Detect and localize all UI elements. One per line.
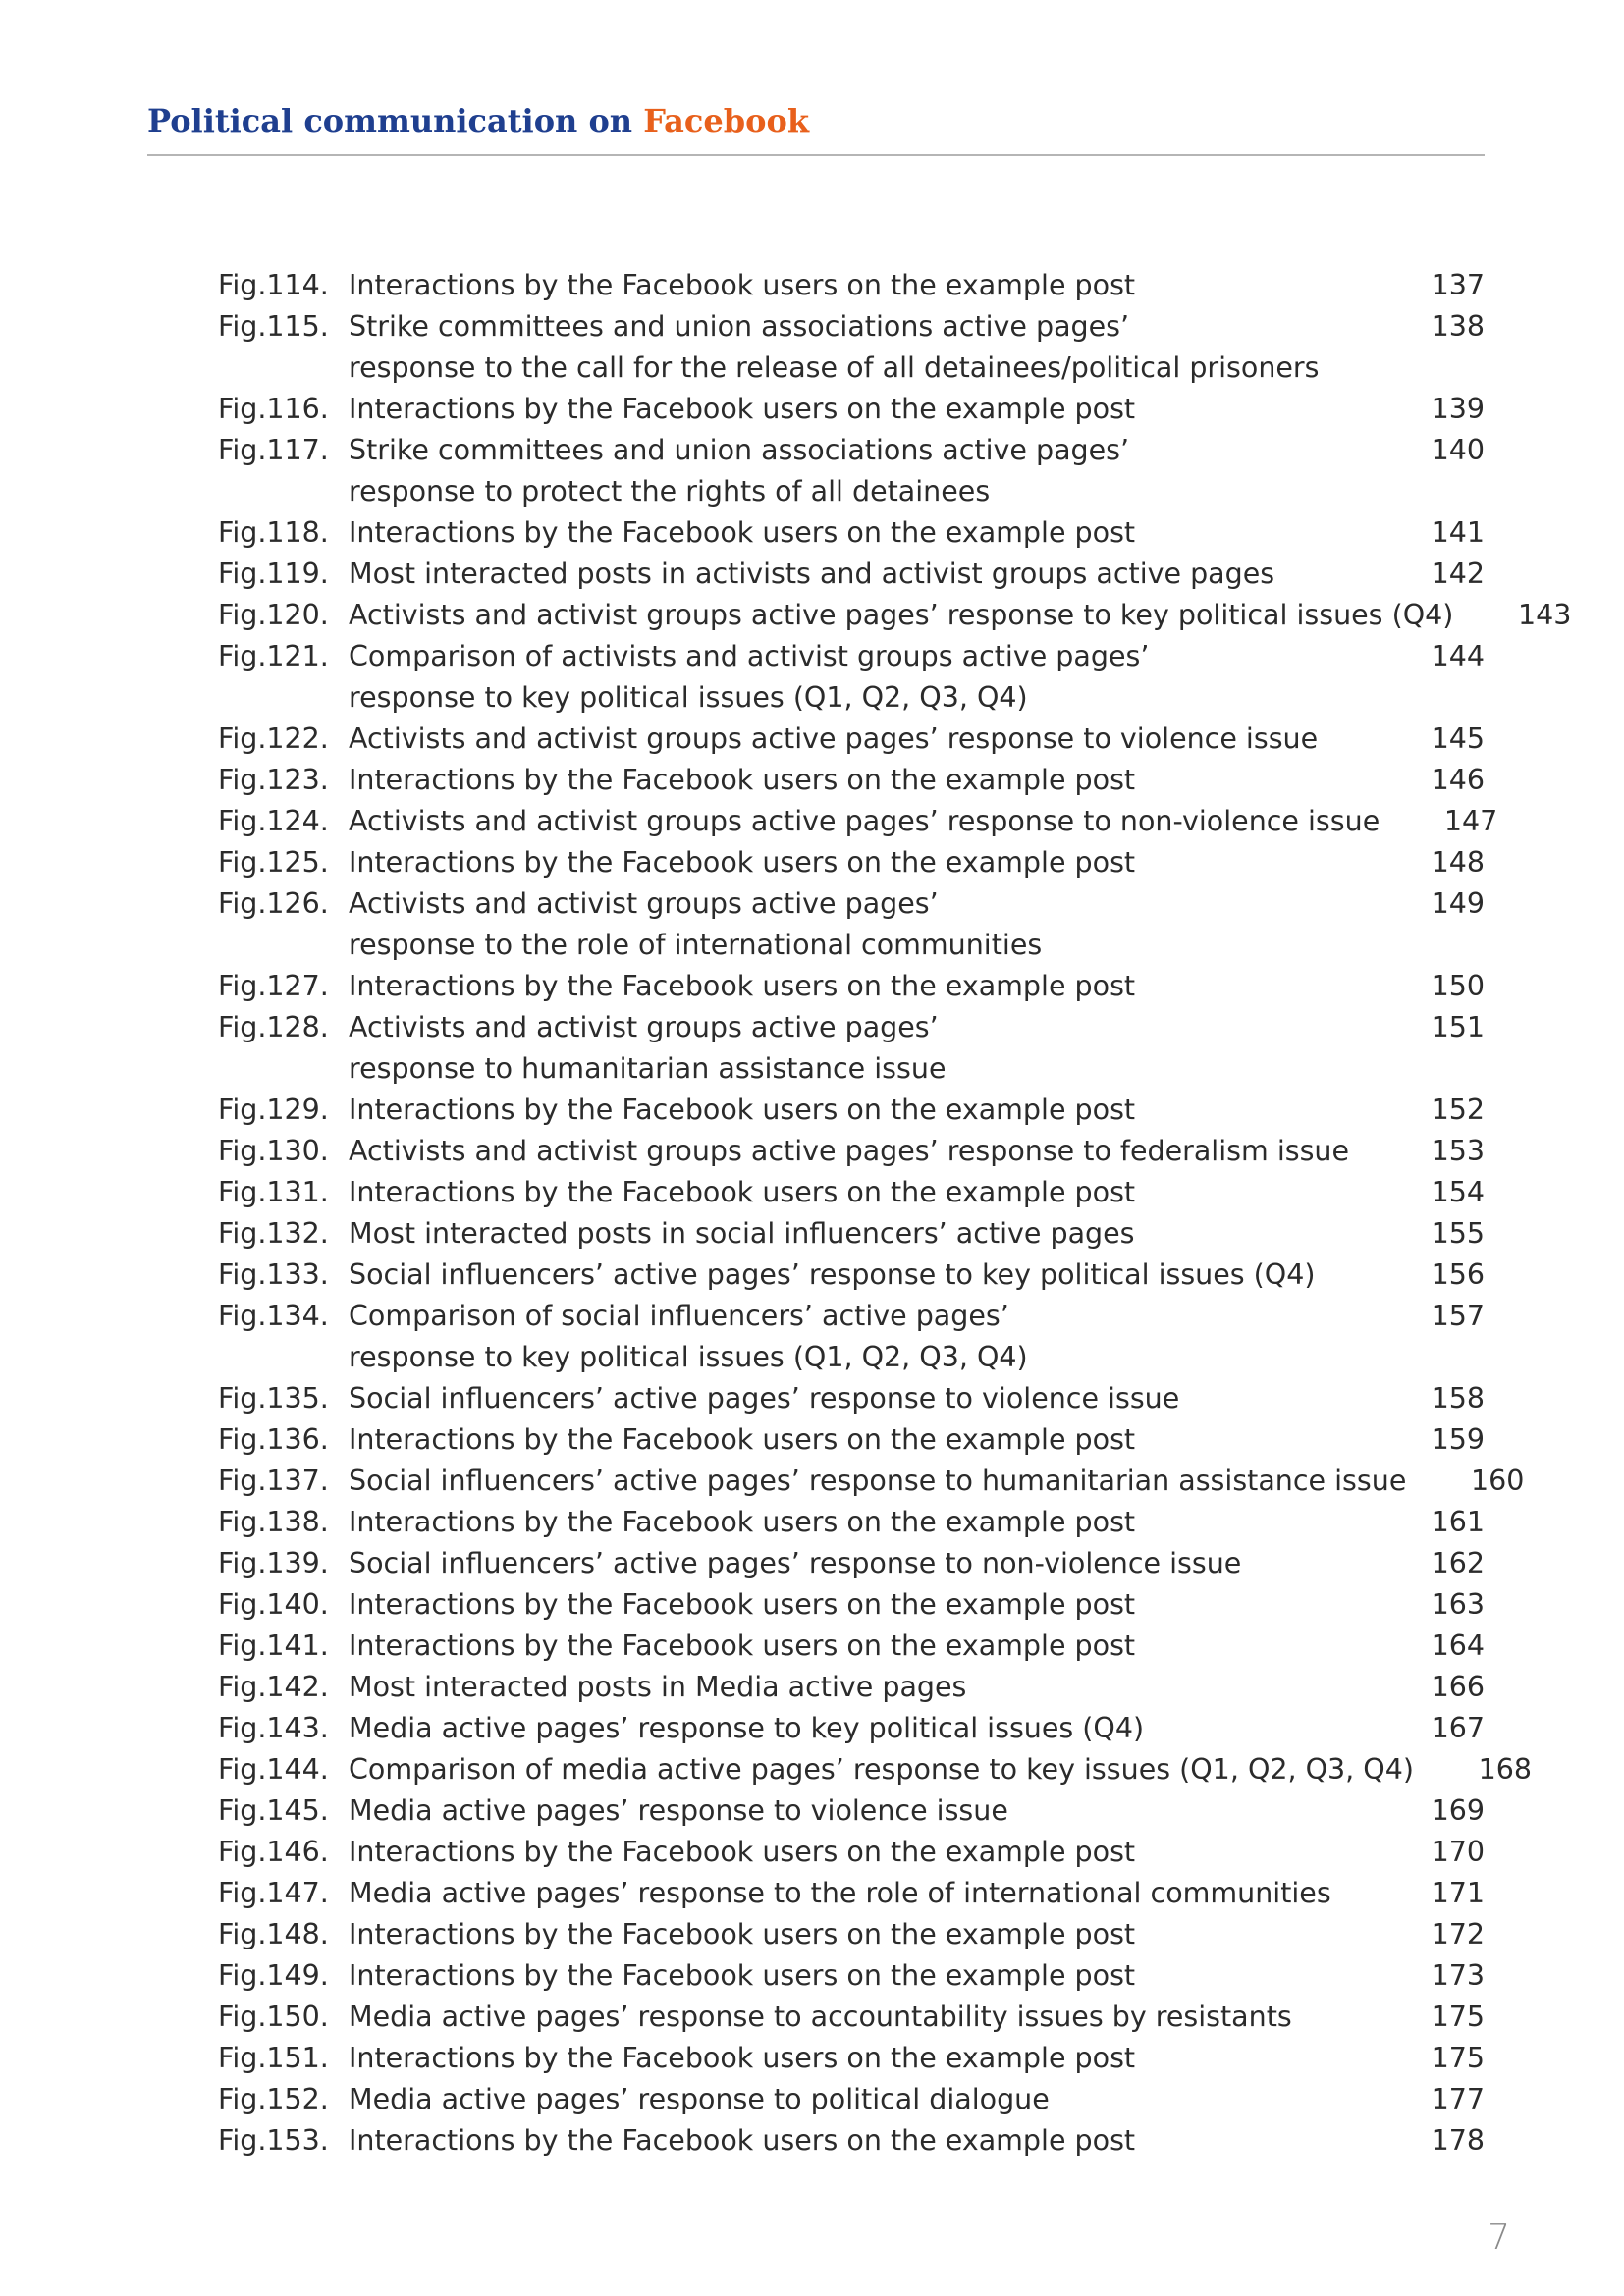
figure-title-line: Media active pages’ response to key political issues (Q4) <box>349 1712 1145 1744</box>
figure-page-number: 154 <box>1431 1176 1485 1208</box>
figure-number: Fig.149. <box>218 1959 329 1992</box>
figure-page-number: 156 <box>1431 1258 1485 1291</box>
toc-entry[interactable] <box>218 306 1485 389</box>
figure-number: Fig.115. <box>218 310 329 343</box>
figure-title <box>349 389 1367 430</box>
toc-entry[interactable] <box>218 512 1485 554</box>
figure-title <box>349 1873 1367 1914</box>
toc-entry[interactable] <box>218 1090 1485 1131</box>
figure-title-line: Activists and activist groups active pages’ <box>349 1011 939 1043</box>
figure-page-number: 164 <box>1431 1629 1485 1662</box>
figure-page-number: 163 <box>1431 1588 1485 1621</box>
figure-title <box>349 2038 1367 2079</box>
toc-entry[interactable] <box>218 265 1485 306</box>
figure-title-line: Media active pages’ response to accountability issues by resistants <box>349 2001 1292 2033</box>
figure-page-number: 177 <box>1431 2083 1485 2115</box>
figure-title <box>349 1007 1367 1090</box>
figure-number: Fig.132. <box>218 1217 329 1250</box>
toc-entry[interactable] <box>218 430 1485 512</box>
figure-number: Fig.153. <box>218 2124 329 2157</box>
figure-title-line: Interactions by the Facebook users on the example post <box>349 1176 1136 1208</box>
toc-entry[interactable] <box>218 1749 1532 1790</box>
figure-title <box>349 512 1367 554</box>
figure-number: Fig.144. <box>218 1753 329 1786</box>
figure-title-line: Interactions by the Facebook users on the example post <box>349 1094 1136 1126</box>
figure-page-number: 149 <box>1431 887 1485 920</box>
figure-title <box>349 2079 1367 2120</box>
figure-number: Fig.126. <box>218 887 329 920</box>
figure-title-line: Interactions by the Facebook users on the example post <box>349 1836 1136 1868</box>
toc-entry[interactable] <box>218 1172 1485 1213</box>
running-header <box>147 101 809 140</box>
figure-title-line: Activists and activist groups active pages’ <box>349 887 939 920</box>
figure-title-line: Media active pages’ response to violence issue <box>349 1794 1008 1827</box>
figure-number: Fig.130. <box>218 1135 329 1167</box>
toc-entry[interactable] <box>218 1997 1485 2038</box>
figure-number: Fig.128. <box>218 1011 329 1043</box>
figure-title-line: response to the role of international communities <box>349 929 1043 961</box>
figure-page-number: 155 <box>1431 1217 1485 1250</box>
figure-title-line: Interactions by the Facebook users on the example post <box>349 1629 1136 1662</box>
figure-title-line: response to key political issues (Q1, Q2, Q3, Q4) <box>349 1341 1028 1373</box>
figure-number: Fig.120. <box>218 599 329 631</box>
toc-entry[interactable] <box>218 1708 1485 1749</box>
header-title-part2: Facebook <box>643 102 809 139</box>
figure-title-line: Social influencers’ active pages’ response to non-violence issue <box>349 1547 1242 1579</box>
figure-page-number: 159 <box>1431 1423 1485 1456</box>
figure-title-line: Interactions by the Facebook users on the example post <box>349 2042 1136 2074</box>
figure-title <box>349 1584 1367 1626</box>
figure-number: Fig.133. <box>218 1258 329 1291</box>
toc-entry[interactable] <box>218 1255 1485 1296</box>
figure-title-line: Activists and activist groups active pages’ response to key political issues (Q4) <box>349 599 1454 631</box>
figure-title-line: Activists and activist groups active pages’ response to violence issue <box>349 722 1319 755</box>
figure-number: Fig.143. <box>218 1712 329 1744</box>
figure-number: Fig.114. <box>218 269 329 301</box>
figure-title <box>349 1955 1367 1997</box>
figure-title-line: Interactions by the Facebook users on the example post <box>349 1506 1136 1538</box>
figure-title <box>349 883 1367 966</box>
figure-number: Fig.116. <box>218 393 329 425</box>
figure-title-line: Most interacted posts in social influencers’ active pages <box>349 1217 1135 1250</box>
figure-number: Fig.151. <box>218 2042 329 2074</box>
figure-page-number: 138 <box>1431 310 1485 343</box>
figure-title <box>349 1749 1414 1790</box>
figure-title <box>349 1502 1367 1543</box>
figure-title <box>349 1667 1367 1708</box>
figure-title <box>349 1461 1406 1502</box>
toc-entry[interactable] <box>218 554 1485 595</box>
figure-number: Fig.141. <box>218 1629 329 1662</box>
toc-entry[interactable] <box>218 883 1485 966</box>
figure-number: Fig.122. <box>218 722 329 755</box>
figure-number: Fig.145. <box>218 1794 329 1827</box>
figure-title-line: Media active pages’ response to political dialogue <box>349 2083 1050 2115</box>
figure-title-line: Interactions by the Facebook users on the example post <box>349 269 1136 301</box>
toc-entry[interactable] <box>218 636 1485 719</box>
figure-number: Fig.131. <box>218 1176 329 1208</box>
toc-entry[interactable] <box>218 1626 1485 1667</box>
figure-title <box>349 1255 1367 1296</box>
toc-entry[interactable] <box>218 1378 1485 1419</box>
figure-page-number: 151 <box>1431 1011 1485 1043</box>
figure-number: Fig.138. <box>218 1506 329 1538</box>
figure-page-number: 144 <box>1431 640 1485 672</box>
figure-title <box>349 1914 1367 1955</box>
figure-page-number: 148 <box>1431 846 1485 879</box>
figure-page-number: 169 <box>1431 1794 1485 1827</box>
figure-title-line: Activists and activist groups active pages’ response to non-violence issue <box>349 805 1380 837</box>
figure-title-line: response to key political issues (Q1, Q2, Q3, Q4) <box>349 681 1028 714</box>
figure-number: Fig.147. <box>218 1877 329 1909</box>
figure-title <box>349 265 1367 306</box>
figure-page-number: 167 <box>1431 1712 1485 1744</box>
figure-title <box>349 1419 1367 1461</box>
toc-entry[interactable] <box>218 842 1485 883</box>
toc-entry[interactable] <box>218 1502 1485 1543</box>
figure-page-number: 166 <box>1431 1671 1485 1703</box>
figure-title-line: Interactions by the Facebook users on the example post <box>349 1959 1136 1992</box>
figure-title-line: response to humanitarian assistance issue <box>349 1052 947 1085</box>
header-title-part1: Political communication on <box>147 102 644 139</box>
figure-title <box>349 2120 1367 2162</box>
figure-title <box>349 595 1453 636</box>
figure-page-number: 137 <box>1431 269 1485 301</box>
toc-entry[interactable] <box>218 1873 1485 1914</box>
figure-page-number: 158 <box>1431 1382 1485 1415</box>
figure-title-line: Interactions by the Facebook users on the example post <box>349 393 1136 425</box>
figure-title-line: Interactions by the Facebook users on the example post <box>349 1918 1136 1950</box>
figure-page-number: 178 <box>1431 2124 1485 2157</box>
figure-page-number: 143 <box>1517 599 1572 631</box>
toc-entry[interactable] <box>218 1790 1485 1832</box>
figure-page-number: 157 <box>1431 1300 1485 1332</box>
figure-number: Fig.117. <box>218 434 329 466</box>
toc-entry[interactable] <box>218 1419 1485 1461</box>
toc-entry[interactable] <box>218 1584 1485 1626</box>
figure-title-line: Social influencers’ active pages’ response to violence issue <box>349 1382 1180 1415</box>
figure-page-number: 161 <box>1431 1506 1485 1538</box>
figure-page-number: 141 <box>1431 516 1485 549</box>
figure-number: Fig.140. <box>218 1588 329 1621</box>
toc-entry[interactable] <box>218 1667 1485 1708</box>
figure-title-line: Most interacted posts in activists and activist groups active pages <box>349 558 1275 590</box>
figure-title <box>349 1296 1367 1378</box>
figure-title-line: Strike committees and union associations active pages’ <box>349 310 1130 343</box>
figure-page-number: 175 <box>1431 2042 1485 2074</box>
figure-title-line: Interactions by the Facebook users on the example post <box>349 1588 1136 1621</box>
figure-number: Fig.123. <box>218 764 329 796</box>
toc-entry[interactable] <box>218 1543 1485 1584</box>
figure-page-number: 172 <box>1431 1918 1485 1950</box>
figure-page-number: 175 <box>1431 2001 1485 2033</box>
figure-title <box>349 430 1367 512</box>
figure-page-number: 152 <box>1431 1094 1485 1126</box>
toc-entry[interactable] <box>218 595 1572 636</box>
toc-entry[interactable] <box>218 719 1485 760</box>
figure-title <box>349 1832 1367 1873</box>
figure-title <box>349 1378 1367 1419</box>
toc-entry[interactable] <box>218 2079 1485 2120</box>
figure-title <box>349 1131 1367 1172</box>
figure-title <box>349 1997 1367 2038</box>
figure-title <box>349 1090 1367 1131</box>
figure-page-number: 160 <box>1470 1465 1525 1497</box>
figure-title-line: Strike committees and union associations active pages’ <box>349 434 1130 466</box>
figure-page-number: 170 <box>1431 1836 1485 1868</box>
toc-entry[interactable] <box>218 1461 1525 1502</box>
figure-number: Fig.136. <box>218 1423 329 1456</box>
figure-number: Fig.139. <box>218 1547 329 1579</box>
figure-title-line: Interactions by the Facebook users on the example post <box>349 846 1136 879</box>
figure-number: Fig.121. <box>218 640 329 672</box>
figure-page-number: 150 <box>1431 970 1485 1002</box>
figure-number: Fig.118. <box>218 516 329 549</box>
figure-number: Fig.152. <box>218 2083 329 2115</box>
figure-page-number: 153 <box>1431 1135 1485 1167</box>
figure-number: Fig.125. <box>218 846 329 879</box>
toc-entry[interactable] <box>218 1296 1485 1378</box>
toc-entry[interactable] <box>218 1131 1485 1172</box>
figure-title <box>349 801 1380 842</box>
figure-number: Fig.127. <box>218 970 329 1002</box>
figure-title-line: Most interacted posts in Media active pages <box>349 1671 967 1703</box>
figure-page-number: 140 <box>1431 434 1485 466</box>
figure-title-line: Interactions by the Facebook users on the example post <box>349 1423 1136 1456</box>
toc-entry[interactable] <box>218 760 1485 801</box>
figure-page-number: 162 <box>1431 1547 1485 1579</box>
figure-title-line: Media active pages’ response to the role of international communities <box>349 1877 1331 1909</box>
figure-title <box>349 636 1367 719</box>
figure-number: Fig.119. <box>218 558 329 590</box>
figure-page-number: 139 <box>1431 393 1485 425</box>
figure-page-number: 168 <box>1478 1753 1532 1786</box>
figure-page-number: 147 <box>1443 805 1498 837</box>
figure-title-line: Interactions by the Facebook users on the example post <box>349 2124 1136 2157</box>
figure-title <box>349 966 1367 1007</box>
figure-number: Fig.148. <box>218 1918 329 1950</box>
figure-title-line: response to protect the rights of all detainees <box>349 475 991 507</box>
figure-title-line: Comparison of activists and activist groups active pages’ <box>349 640 1150 672</box>
toc-entry[interactable] <box>218 1914 1485 1955</box>
toc-entry[interactable] <box>218 2120 1485 2162</box>
figure-title <box>349 554 1367 595</box>
figure-title-line: Interactions by the Facebook users on the example post <box>349 764 1136 796</box>
figure-number: Fig.137. <box>218 1465 329 1497</box>
page-number: 7 <box>1488 2217 1510 2258</box>
figure-page-number: 145 <box>1431 722 1485 755</box>
figure-page-number: 171 <box>1431 1877 1485 1909</box>
figure-page-number: 173 <box>1431 1959 1485 1992</box>
figure-number: Fig.142. <box>218 1671 329 1703</box>
figure-title <box>349 1172 1367 1213</box>
figure-number: Fig.135. <box>218 1382 329 1415</box>
figure-title-line: Social influencers’ active pages’ response to humanitarian assistance issue <box>349 1465 1407 1497</box>
figure-number: Fig.150. <box>218 2001 329 2033</box>
figure-title-line: Social influencers’ active pages’ response to key political issues (Q4) <box>349 1258 1316 1291</box>
figure-title <box>349 1790 1367 1832</box>
toc-entry[interactable] <box>218 966 1485 1007</box>
figure-title <box>349 719 1367 760</box>
toc-entry[interactable] <box>218 2038 1485 2079</box>
figure-title-line: Interactions by the Facebook users on the example post <box>349 970 1136 1002</box>
toc-entry[interactable] <box>218 801 1498 842</box>
figure-page-number: 146 <box>1431 764 1485 796</box>
toc-entry[interactable] <box>218 1832 1485 1873</box>
figure-page-number: 142 <box>1431 558 1485 590</box>
figure-title <box>349 760 1367 801</box>
toc-entry[interactable] <box>218 1007 1485 1090</box>
list-of-figures <box>218 265 1572 2162</box>
figure-title <box>349 306 1367 389</box>
figure-number: Fig.124. <box>218 805 329 837</box>
toc-entry[interactable] <box>218 389 1485 430</box>
toc-entry[interactable] <box>218 1213 1485 1255</box>
toc-entry[interactable] <box>218 1955 1485 1997</box>
header-divider <box>147 154 1485 156</box>
figure-title <box>349 842 1367 883</box>
figure-title-line: Interactions by the Facebook users on the example post <box>349 516 1136 549</box>
figure-number: Fig.146. <box>218 1836 329 1868</box>
figure-title <box>349 1543 1367 1584</box>
figure-number: Fig.134. <box>218 1300 329 1332</box>
figure-title <box>349 1708 1367 1749</box>
figure-title-line: Comparison of media active pages’ response to key issues (Q1, Q2, Q3, Q4) <box>349 1753 1414 1786</box>
figure-title <box>349 1626 1367 1667</box>
figure-title-line: Comparison of social influencers’ active pages’ <box>349 1300 1009 1332</box>
figure-number: Fig.129. <box>218 1094 329 1126</box>
figure-title-line: Activists and activist groups active pages’ response to federalism issue <box>349 1135 1350 1167</box>
figure-title <box>349 1213 1367 1255</box>
figure-title-line: response to the call for the release of all detainees/political prisoners <box>349 351 1320 384</box>
